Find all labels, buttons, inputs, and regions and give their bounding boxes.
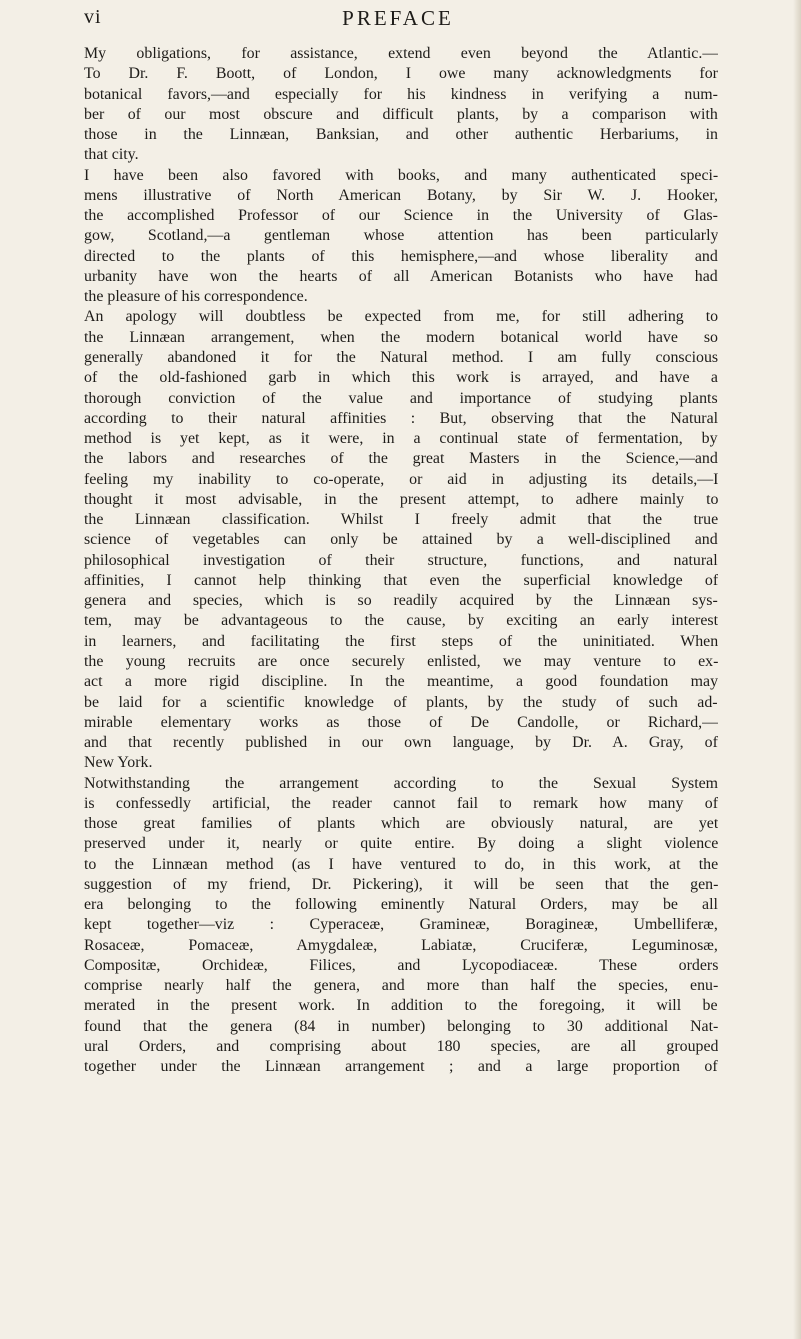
text-line: era belonging to the following eminently Natural Orders, may be all [84, 896, 718, 914]
text-line: suggestion of my friend, Dr. Pickering), it will be seen that the gen- [84, 875, 718, 893]
text-line: directed to the plants of this hemisphere,—and whose liberality and [84, 247, 718, 265]
text-line: to the Linnæan method (as I have ventured to do, in this work, at the [84, 855, 718, 873]
text-line: the Linnæan arrangement, when the modern botanical world have so [84, 328, 718, 346]
text-line: those great families of plants which are obviously natural, are yet [84, 815, 718, 833]
text-line: and that recently published in our own language, by Dr. A. Gray, of [84, 734, 718, 752]
text-line: the accomplished Professor of our Science in the University of Glas- [84, 207, 718, 225]
text-line: gow, Scotland,—a gentleman whose attention has been particularly [84, 227, 718, 245]
text-line: urbanity have won the hearts of all American Botanists who have had [84, 267, 718, 285]
text-line: comprise nearly half the genera, and more than half the species, enu- [84, 977, 718, 995]
text-line: merated in the present work. In addition to the foregoing, it will be [84, 997, 718, 1015]
text-line: Notwithstanding the arrangement according to the Sexual System [84, 774, 718, 792]
paragraph-hooker [84, 166, 718, 308]
text-line: the labors and researches of the great Masters in the Science,—and [84, 450, 718, 468]
text-line: To Dr. F. Boott, of London, I owe many acknowledgments for [84, 65, 718, 83]
text-line: of the old-fashioned garb in which this work is arrayed, and have a [84, 369, 718, 387]
text-line: be laid for a scientific knowledge of plants, by the study of such ad- [84, 693, 718, 711]
text-line: thorough conviction of the value and importance of studying plants [84, 389, 718, 407]
text-line: New York. [84, 754, 153, 772]
page-edge-shadow [793, 0, 801, 1339]
text-line: the Linnæan classification. Whilst I freely admit that the true [84, 511, 718, 529]
text-line: genera and species, which is so readily acquired by the Linnæan sys- [84, 592, 718, 610]
text-line: mens illustrative of North American Botany, by Sir W. J. Hooker, [84, 186, 718, 204]
text-line: My obligations, for assistance, extend even beyond the Atlantic.— [84, 45, 718, 62]
text-line: feeling my inability to co-operate, or aid in adjusting its details,—I [84, 470, 718, 488]
text-line: kept together—viz : Cyperaceæ, Gramineæ, Boragineæ, Umbelliferæ, [84, 916, 718, 934]
text-line: Rosaceæ, Pomaceæ, Amygdaleæ, Labiatæ, Cruciferæ, Leguminosæ, [84, 936, 718, 954]
page-number: vi [84, 6, 102, 28]
text-line: that city. [84, 146, 139, 164]
text-line: those in the Linnæan, Banksian, and other authentic Herbariums, in [84, 126, 718, 144]
text-line: ural Orders, and comprising about 180 species, are all grouped [84, 1038, 718, 1056]
running-head: PREFACE [342, 6, 454, 30]
body-text [84, 44, 718, 1078]
text-line: is confessedly artificial, the reader cannot fail to remark how many of [84, 794, 718, 812]
text-line: thought it most advisable, in the present attempt, to adhere mainly to [84, 490, 718, 508]
paragraph-apology [84, 307, 718, 773]
text-line: the pleasure of his correspondence. [84, 288, 308, 306]
text-line: Compositæ, Orchideæ, Filices, and Lycopodiaceæ. These orders [84, 956, 718, 974]
text-line: preserved under it, nearly or quite entire. By doing a slight violence [84, 835, 718, 853]
text-line: generally abandoned it for the Natural method. I am fully conscious [84, 348, 718, 366]
text-line: An apology will doubtless be expected from me, for still adhering to [84, 308, 718, 326]
text-line: together under the Linnæan arrangement ; and a large proportion of [84, 1058, 718, 1076]
paragraph-sexual-system [84, 774, 718, 1078]
text-line: ber of our most obscure and difficult plants, by a comparison with [84, 105, 718, 123]
text-line: the young recruits are once securely enlisted, we may venture to ex- [84, 652, 718, 670]
page-header [84, 6, 712, 34]
text-line: I have been also favored with books, and many authenticated speci- [84, 166, 718, 184]
text-line: mirable elementary works as those of De Candolle, or Richard,— [84, 713, 718, 731]
text-line: method is yet kept, as it were, in a continual state of fermentation, by [84, 430, 718, 448]
text-line: act a more rigid discipline. In the meantime, a good foundation may [84, 673, 718, 691]
text-line: found that the genera (84 in number) belonging to 30 additional Nat- [84, 1017, 718, 1035]
paragraph-obligations [84, 44, 718, 166]
text-line: botanical favors,—and especially for his kindness in verifying a num- [84, 85, 718, 103]
text-line: science of vegetables can only be attained by a well-disciplined and [84, 531, 718, 549]
text-line: tem, may be advantageous to the cause, by exciting an early interest [84, 612, 718, 630]
text-line: according to their natural affinities : But, observing that the Natural [84, 409, 718, 427]
text-line: affinities, I cannot help thinking that even the superficial knowledge of [84, 571, 718, 589]
text-line: in learners, and facilitating the first steps of the uninitiated. When [84, 632, 718, 650]
text-line: philosophical investigation of their structure, functions, and natural [84, 551, 718, 569]
